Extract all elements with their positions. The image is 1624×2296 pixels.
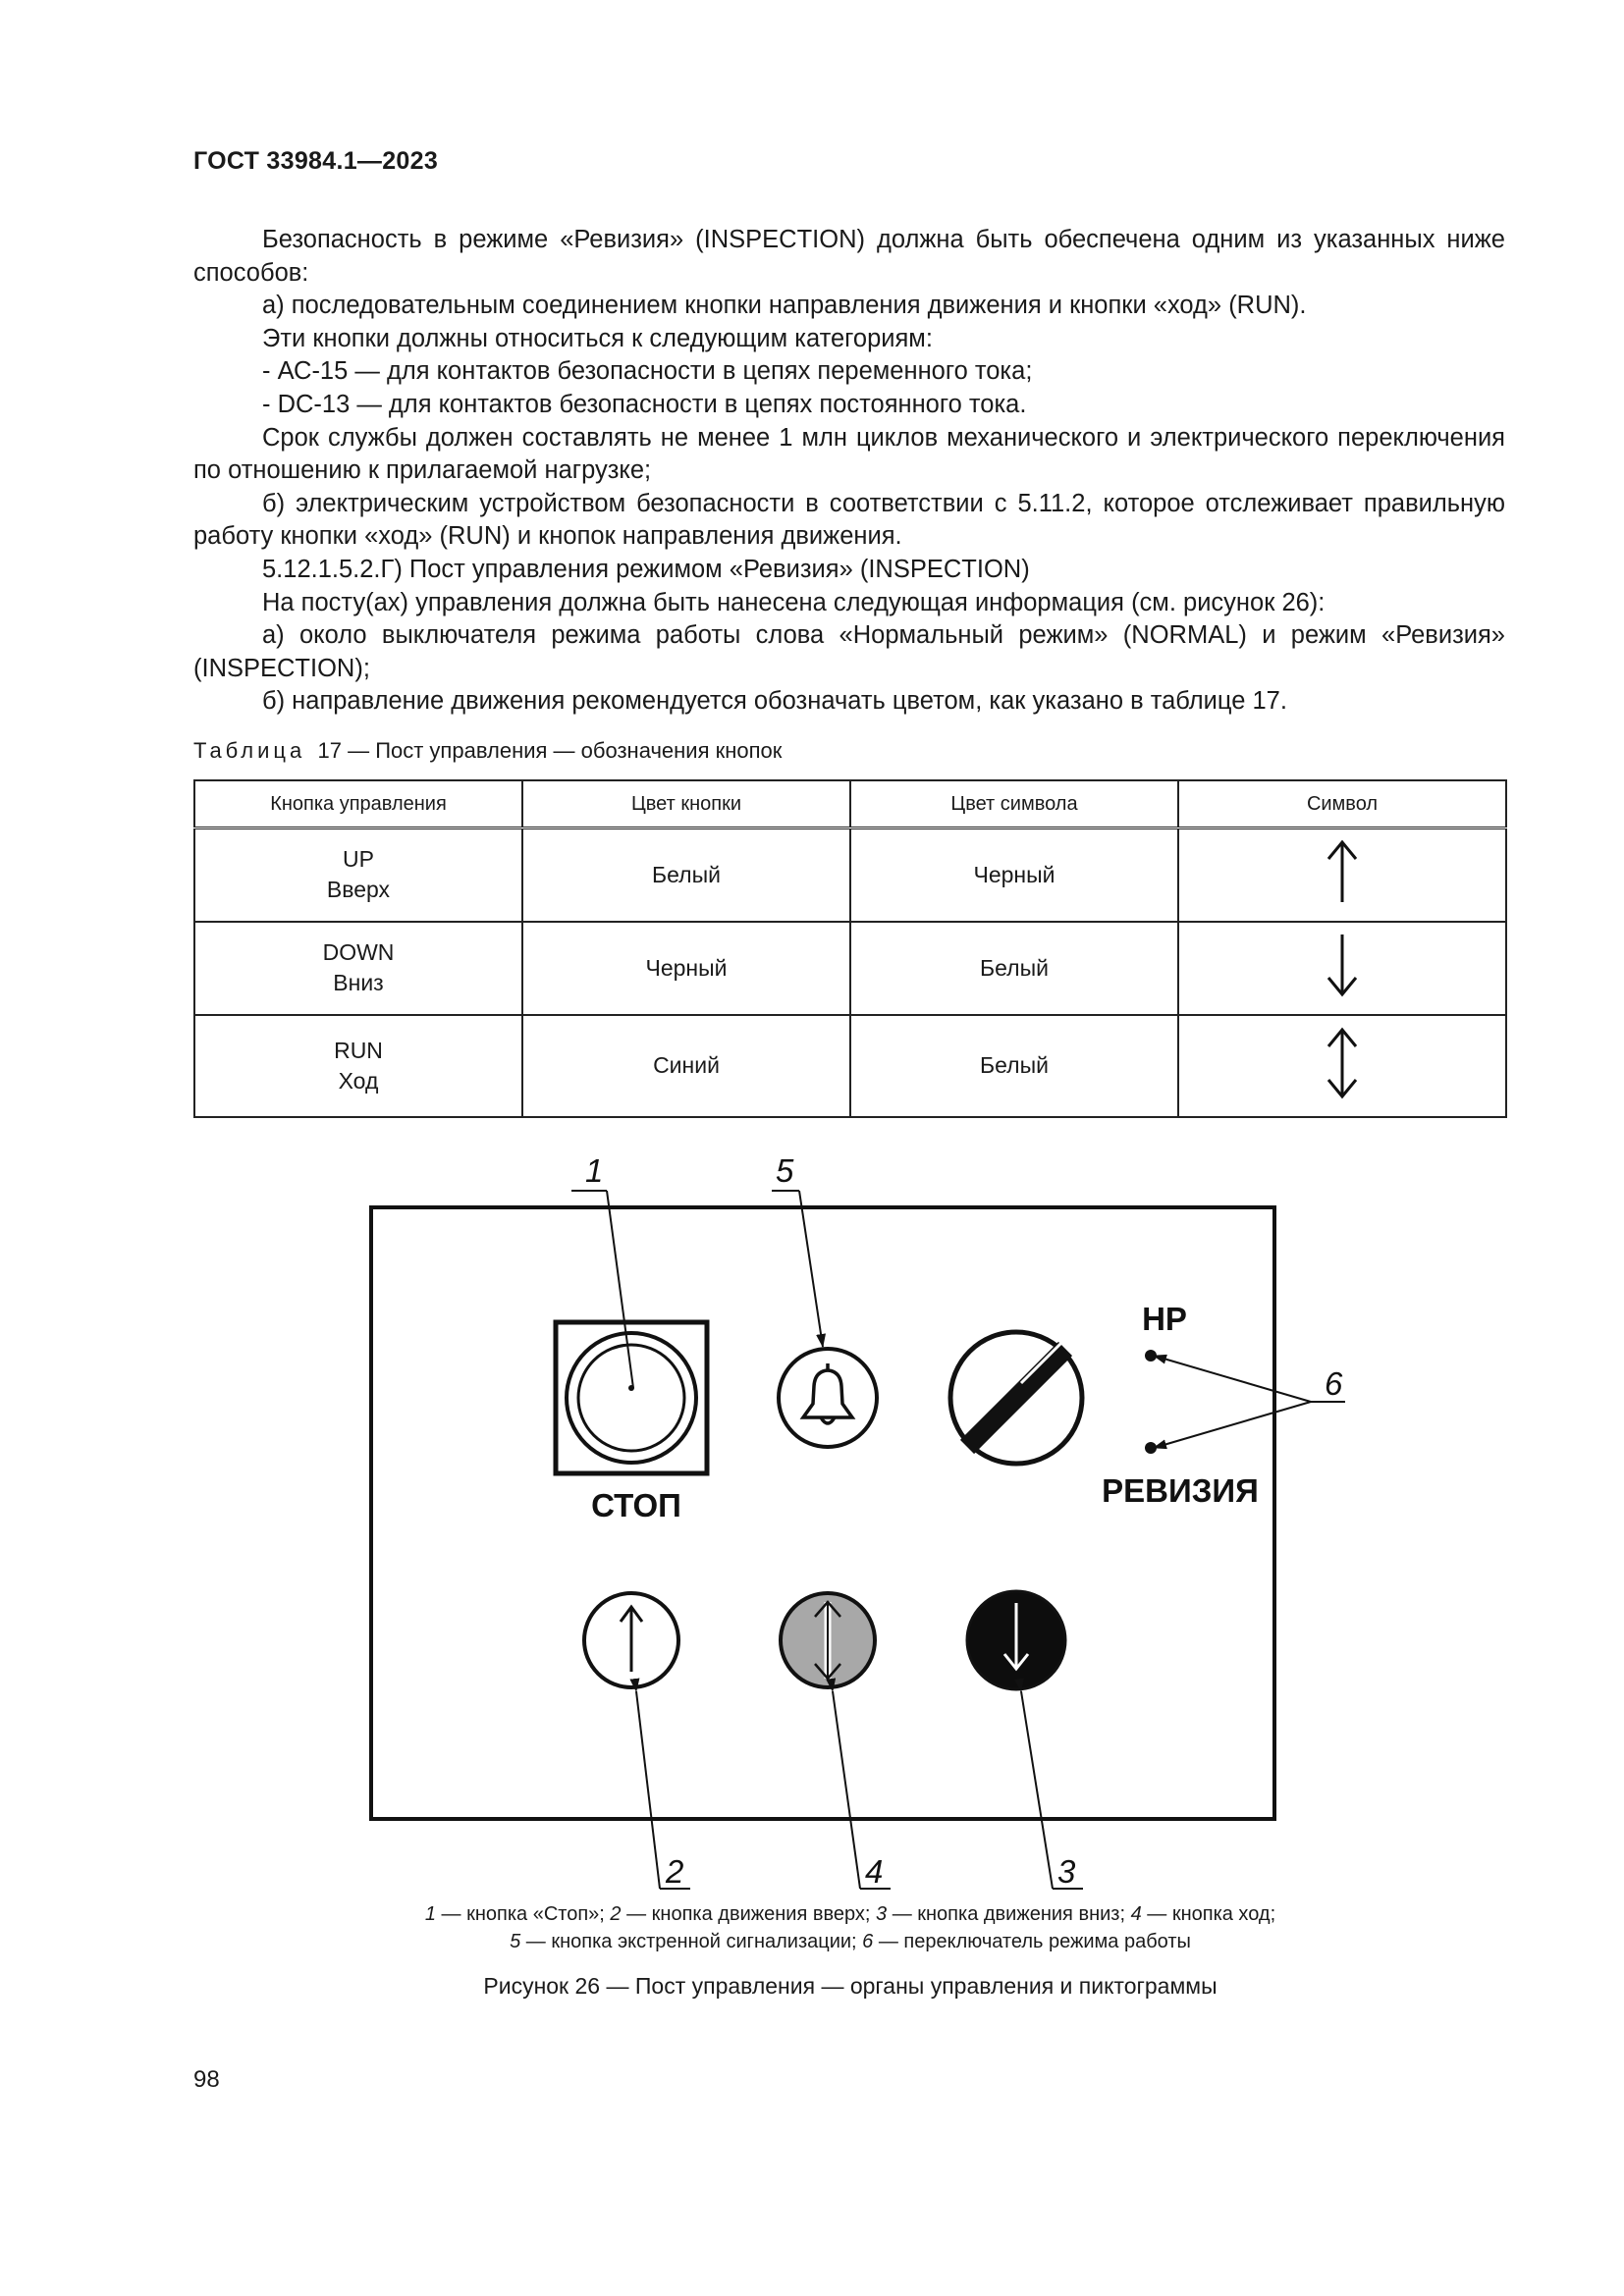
stop-label: СТОП (591, 1487, 681, 1523)
legend-text: — кнопка «Стоп»; (436, 1903, 611, 1925)
alarm-button (779, 1349, 877, 1447)
legend-number: 5 (510, 1931, 521, 1952)
legend-number: 2 (610, 1903, 622, 1925)
callout-2 (636, 1691, 690, 1890)
mode-selector-switch (950, 1332, 1082, 1464)
legend-text: — кнопка движения вниз; (887, 1903, 1131, 1925)
legend-text: — кнопка экстренной сигнализации; (520, 1931, 863, 1952)
callout-1 (571, 1152, 633, 1388)
run-button (781, 1593, 875, 1687)
table-row (194, 1015, 1506, 1117)
bell-icon (803, 1363, 852, 1423)
paragraph: б) направление движения рекомендуется обозначать цветом, как указано в таблице 17. (262, 687, 1287, 716)
callout-number: 5 (776, 1152, 794, 1189)
paragraph: На посту(ах) управления должна быть нанесена следующая информация (см. рисунок 26): (262, 588, 1326, 616)
legend-text: — кнопка движения вверх; (621, 1903, 877, 1925)
legend-number: 6 (862, 1931, 874, 1952)
table-caption-prefix: Таблица (193, 738, 306, 763)
control-name-ru: Вверх (326, 877, 391, 903)
legend-number: 1 (424, 1903, 436, 1925)
paragraph: Эти кнопки должны относиться к следующим категориям: (262, 324, 933, 352)
symbol-color-cell: Белый (850, 1015, 1178, 1117)
callout-number: 3 (1057, 1853, 1076, 1890)
figure-legend (193, 1900, 1507, 1955)
symbol-cell (1178, 1015, 1506, 1117)
column-header: Цвет символа (850, 780, 1178, 828)
legend-line (193, 1900, 1507, 1928)
table-caption (193, 738, 782, 764)
up-button (584, 1593, 678, 1687)
paragraph: б) электрическим устройством безопасности в соответствии с 5.11.2, которое отслеживает правильную работу кнопки «ход» (RUN) и кнопок направления движения. (193, 489, 1505, 551)
legend-text: — переключатель режима работы (873, 1931, 1191, 1952)
legend-text: — кнопка ход; (1141, 1903, 1276, 1925)
control-cell (194, 828, 522, 922)
column-header: Цвет кнопки (522, 780, 850, 828)
column-header: Символ (1178, 780, 1506, 828)
document-header: ГОСТ 33984.1—2023 (193, 147, 439, 175)
control-panel-frame (371, 1207, 1274, 1819)
paragraph: - АС-15 — для контактов безопасности в цепях переменного тока; (262, 357, 1033, 386)
legend-number: 3 (876, 1903, 888, 1925)
callout-4 (833, 1691, 891, 1890)
arrow-updown-icon (815, 1602, 840, 1679)
arrow-down-icon (1004, 1603, 1028, 1669)
paragraph: Срок службы должен составлять не менее 1 млн циклов механического и электрического переключения по отношению к прилагаемой нагрузке; (193, 423, 1505, 485)
callout-number: 6 (1325, 1365, 1343, 1402)
down-button (967, 1591, 1065, 1689)
paragraph: Безопасность в режиме «Ревизия» (INSPECTION) должна быть обеспечена одним из указанных ниже способов: (193, 226, 1505, 287)
button-color-cell: Белый (522, 828, 850, 922)
inspection-mode-dot (1145, 1442, 1157, 1454)
arrow-down-icon (1323, 931, 1362, 999)
paragraph: а) около выключателя режима работы слова «Нормальный режим» (NORMAL) и режим «Ревизия» (INSPECTION); (193, 621, 1505, 682)
normal-mode-label: НР (1142, 1301, 1187, 1337)
table-row (194, 828, 1506, 922)
page-number: 98 (193, 2066, 220, 2093)
callout-3 (1021, 1691, 1083, 1890)
inspection-mode-label: РЕВИЗИЯ (1102, 1472, 1259, 1509)
figure-caption: Рисунок 26 — Пост управления — органы управления и пиктограммы (483, 1973, 1218, 1999)
control-cell (194, 1015, 522, 1117)
body-text (193, 224, 1505, 719)
callout-6 (1154, 1356, 1345, 1448)
callout-5 (772, 1152, 823, 1347)
control-name-en: UP (343, 846, 374, 873)
callout-number: 4 (865, 1853, 884, 1890)
control-name-en: RUN (334, 1037, 383, 1063)
symbol-color-cell: Белый (850, 922, 1178, 1015)
arrow-up-icon (621, 1607, 642, 1672)
normal-mode-dot (1145, 1350, 1157, 1362)
button-color-cell: Черный (522, 922, 850, 1015)
legend-number: 4 (1130, 1903, 1142, 1925)
callout-number: 1 (585, 1152, 604, 1189)
buttons-table (193, 779, 1507, 1118)
paragraph: 5.12.1.5.2.Г) Пост управления режимом «Ревизия» (INSPECTION) (262, 555, 1030, 583)
legend-line (193, 1928, 1507, 1955)
control-name-en: DOWN (322, 939, 395, 965)
symbol-cell (1178, 922, 1506, 1015)
control-name-ru: Ход (338, 1067, 379, 1094)
table-header-row (194, 780, 1506, 828)
paragraph: а) последовательным соединением кнопки направления движения и кнопки «ход» (RUN). (262, 292, 1307, 320)
arrow-up-icon (1323, 837, 1362, 906)
symbol-color-cell: Черный (850, 828, 1178, 922)
arrow-updown-icon (1323, 1026, 1362, 1100)
paragraph: - DC-13 — для контактов безопасности в цепях постоянного тока. (262, 390, 1027, 418)
column-header: Кнопка управления (194, 780, 522, 828)
button-color-cell: Синий (522, 1015, 850, 1117)
table-caption-text: 17 — Пост управления — обозначения кнопок (317, 738, 783, 763)
table-row (194, 922, 1506, 1015)
stop-button (556, 1322, 707, 1473)
control-cell (194, 922, 522, 1015)
control-name-ru: Вниз (333, 970, 384, 995)
callout-number: 2 (666, 1853, 684, 1890)
symbol-cell (1178, 828, 1506, 922)
